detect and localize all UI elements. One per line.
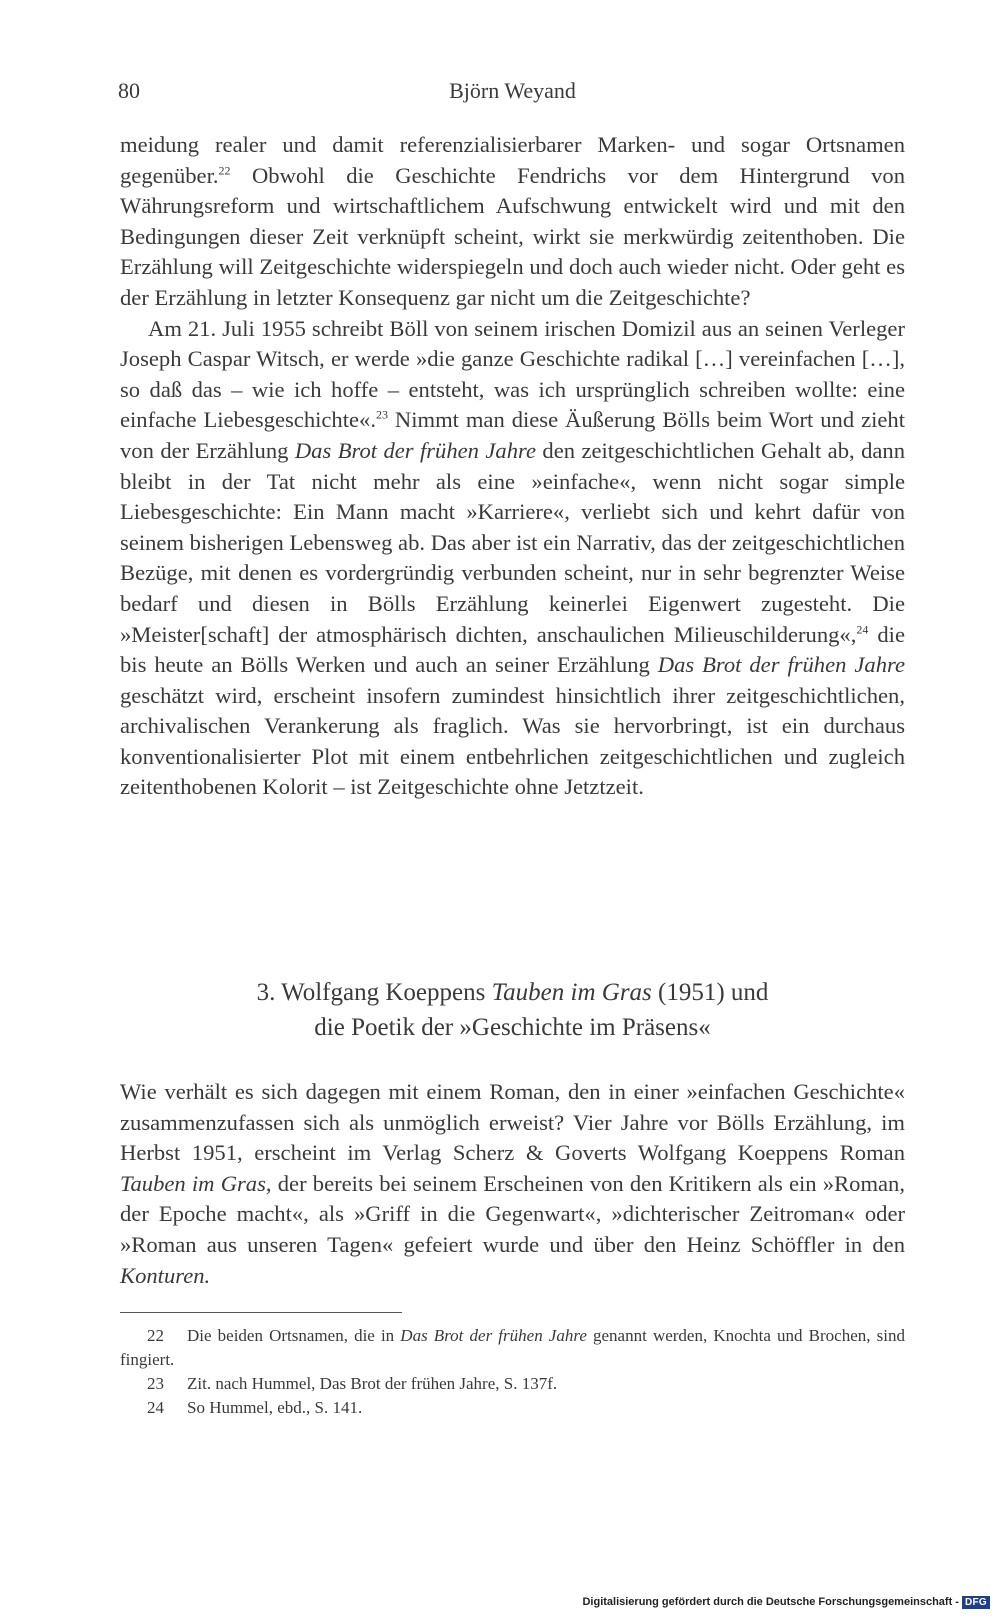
- footnote-text: Die beiden Ortsnamen, die in: [187, 1326, 401, 1345]
- heading-work-title: Tauben im Gras: [491, 979, 652, 1006]
- footnote-text: Zit. nach Hummel, Das Brot der frühen Jahre, S. 137f.: [187, 1374, 558, 1393]
- section-paragraph: [120, 1077, 905, 1291]
- footnote-number: 24: [147, 1398, 164, 1417]
- heading-text-a: 3. Wolfgang Koeppens: [256, 979, 492, 1006]
- paragraph-2-text-a: Am 21. Juli 1955 schreibt Böll von seinem irischen Domizil aus an seinen Verleger Joseph Caspar Witsch, er werde »die ganze Geschichte radikal […] vereinfachen […], so daß das – wie ich hoffe – entsteht, was ich ursprünglich schreiben wollte: eine einfache Liebesgeschichte«.: [120, 315, 905, 433]
- work-title-italic: Das Brot der frühen Jahre: [294, 437, 536, 463]
- section-text-a: Wie verhält es sich dagegen mit einem Roman, den in einer »einfachen Geschichte« zusammenzufassen sich als unmöglich erweist? Vier Jahre vor Bölls Erzählung, im Herbst 1951, erscheint im Verlag Scherz & Goverts Wolfgang Koeppens Roman: [120, 1079, 905, 1166]
- section-text-b: , der bereits bei seinem Erscheinen von den Kritikern als ein »Roman, der Epoche macht«, als »Griff in die Gegenwart«, »dichterischer Zeitroman« oder »Roman aus unseren Tagen« gefeiert wurde und über den Heinz Schöffler in den: [120, 1170, 906, 1257]
- paragraph-2-text-b: Nimmt man diese Äußerung Bölls beim Wort und zieht von der Erzählung: [120, 407, 905, 463]
- footnote-ref-22[interactable]: 22: [218, 163, 231, 178]
- paragraph-1-text-a: meidung realer und damit referenzialisierbarer Marken- und sogar Ortsnamen gegenüber.: [120, 132, 905, 188]
- heading-text-b: (1951) und: [651, 979, 769, 1006]
- dfg-logo: DFG: [962, 1596, 990, 1609]
- footnote-ref-23[interactable]: 23: [375, 407, 388, 422]
- footnote-number: 23: [147, 1374, 164, 1393]
- running-title-author: Björn Weyand: [449, 78, 576, 103]
- section-body-text: [120, 1077, 905, 1291]
- section-heading-line-1: [120, 975, 905, 1010]
- body-text: [120, 130, 905, 803]
- footnote-text: genannt werden, Knochta und Brochen, sind fingiert.: [120, 1326, 905, 1369]
- footnote-22: [120, 1324, 905, 1372]
- footnote-work-title: Das Brot der frühen Jahre: [400, 1326, 587, 1345]
- paragraph-2-text-c: den zeitgeschichtlichen Gehalt ab, dann bleibt in der Tat nicht mehr als eine »einfache«, wenn nicht sogar simple Liebesgeschichte: Ein Mann macht »Karriere«, verliebt sich und kehrt dafür von seinem bisherigen Lebensweg ab. Das aber ist ein Narrativ, das der zeitgeschichtlichen Bezüge, mit denen es vordergründig verbunden scheint, nur in sehr begrenzter Weise bedarf und diesen in Bölls Erzählung keinerlei Eigenwert zugesteht. Die »Meister[schaft] der atmosphärisch dichten, anschaulichen Milieuschilderung«,: [120, 437, 905, 647]
- digitization-credit: [582, 1594, 990, 1610]
- work-title-italic: Das Brot der frühen Jahre: [657, 652, 905, 678]
- footnote-number: 22: [147, 1326, 164, 1345]
- paragraph-1-text-b: Obwohl die Geschichte Fendrichs vor dem Hintergrund von Währungsreform und wirtschaftlichem Aufschwung entwickelt wird und mit den Bedingungen dieser Zeit verknüpft scheint, wirkt sie merkwürdig zeitenthoben. Die Erzählung will Zeitgeschichte widerspiegeln und doch auch wieder nicht. Oder geht es der Erzählung in letzter Konsequenz gar nicht um die Zeitgeschichte?: [120, 162, 905, 310]
- paragraph-2-text-d: die bis heute an Bölls Werken und auch an seiner Erzählung: [120, 621, 905, 678]
- footnote-divider: [120, 1312, 402, 1313]
- footnote-ref-24[interactable]: 24: [856, 621, 869, 636]
- digitization-credit-text: Digitalisierung gefördert durch die Deutsche Forschungsgemeinschaft -: [582, 1596, 959, 1608]
- journal-title-italic: Konturen.: [120, 1262, 211, 1288]
- paragraph-1: [120, 130, 905, 314]
- page-number: 80: [118, 78, 140, 103]
- footnote-text: So Hummel, ebd., S. 141.: [187, 1398, 363, 1417]
- work-title-italic: Tauben im Gras: [120, 1170, 266, 1196]
- paragraph-2-text-e: geschätzt wird, erscheint insofern zumindest hinsichtlich ihrer zeitgeschichtlichen, archivalischen Verankerung als fraglich. Was sie hervorbringt, ist ein durchaus konventionalisierter Plot mit einem entbehrlichen zeitgeschichtlichen und zugleich zeitenthobenen Kolorit – ist Zeitgeschichte ohne Jetztzeit.: [120, 682, 905, 800]
- running-head: [120, 78, 905, 108]
- footnotes: [120, 1324, 905, 1420]
- section-heading: [120, 975, 905, 1045]
- footnote-23: [120, 1372, 905, 1396]
- paragraph-2: [120, 314, 905, 804]
- footnote-24: [120, 1396, 905, 1420]
- book-page: [120, 0, 905, 1618]
- section-heading-line-2: die Poetik der »Geschichte im Präsens«: [314, 1014, 711, 1041]
